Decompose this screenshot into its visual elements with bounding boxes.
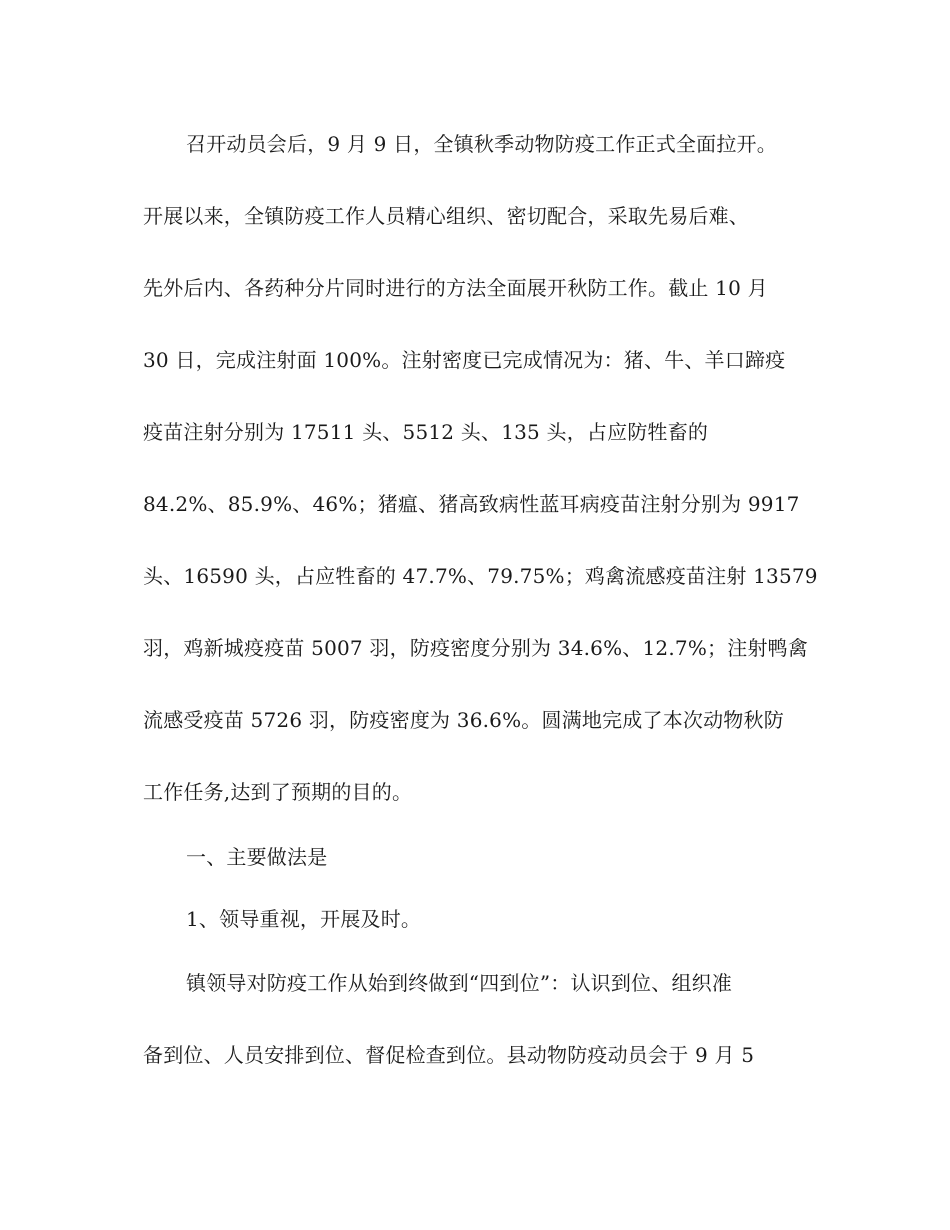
paragraph-line: 疫苗注射分别为 17511 头、5512 头、135 头，占应防牲畜的 <box>143 420 709 444</box>
paragraph-line: 开展以来，全镇防疫工作人员精心组织、密切配合，采取先易后难、 <box>143 204 749 228</box>
paragraph-line: 30 日，完成注射面 100%。注射密度已完成情况为：猪、牛、羊口蹄疫 <box>143 348 786 372</box>
paragraph-line: 头、16590 头，占应牲畜的 47.7%、79.75%；鸡禽流感疫苗注射 13579 <box>143 564 818 588</box>
paragraph-line: 羽，鸡新城疫疫苗 5007 羽，防疫密度分别为 34.6%、12.7%；注射鸭禽 <box>143 636 809 660</box>
section-heading: 一、主要做法是 <box>186 845 328 869</box>
paragraph-line: 84.2%、85.9%、46%；猪瘟、猪高致病性蓝耳病疫苗注射分别为 9917 <box>143 492 800 516</box>
paragraph-line: 流感受疫苗 5726 羽，防疫密度为 36.6%。圆满地完成了本次动物秋防 <box>143 708 784 732</box>
subsection-heading: 1、领导重视，开展及时。 <box>186 907 422 931</box>
paragraph-line: 工作任务,达到了预期的目的。 <box>143 780 413 804</box>
paragraph-line: 备到位、人员安排到位、督促检查到位。县动物防疫动员会于 9 月 5 <box>143 1043 755 1067</box>
paragraph-line: 镇领导对防疫工作从始到终做到“四到位”：认识到位、组织准 <box>186 971 733 995</box>
paragraph-line: 先外后内、各药种分片同时进行的方法全面展开秋防工作。截止 10 月 <box>143 276 768 300</box>
paragraph-line: 召开动员会后，9 月 9 日，全镇秋季动物防疫工作正式全面拉开。 <box>186 132 777 156</box>
